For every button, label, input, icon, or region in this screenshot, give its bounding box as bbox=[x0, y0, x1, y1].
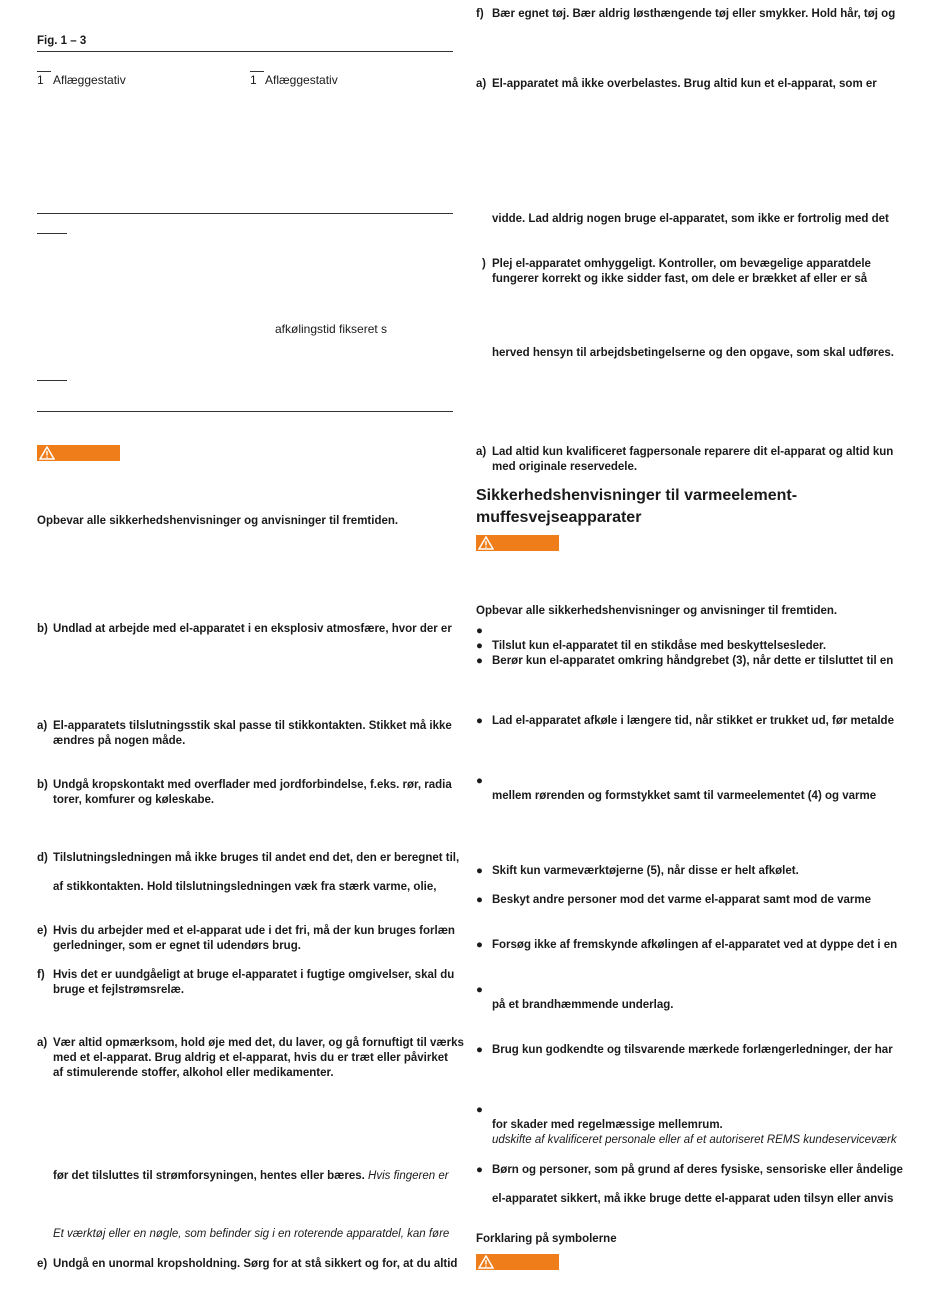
keep-instructions-text: Opbevar alle sikkerhedshenvisninger og anvisninger til fremtiden. bbox=[37, 515, 399, 527]
divider bbox=[37, 380, 67, 381]
warning-banner bbox=[476, 535, 559, 551]
bullet-glyph: ● bbox=[476, 939, 483, 951]
list-item: Plej el-apparatet omhyggeligt. Kontroller, om bevægelige apparatdele fungerer korrekt og ikke sidder fast, om dele er brækket af eller er så bbox=[492, 258, 871, 285]
bullet-glyph: ● bbox=[476, 865, 483, 877]
list-item: Undlad at arbejde med el-apparatet i en eksplosiv atmosfære, hvor der er bbox=[53, 623, 452, 635]
list-item: Tilslutningsledningen må ikke bruges til andet end det, den er beregnet til, bbox=[53, 852, 460, 864]
bullet-item-continuation: el-apparatet sikkert, må ikke bruge dette el-apparat uden tilsyn eller anvis bbox=[492, 1193, 894, 1205]
bullet-glyph: ● bbox=[476, 1164, 483, 1176]
item-marker: f) bbox=[37, 969, 45, 981]
divider bbox=[37, 213, 453, 214]
section-heading: Sikkerhedshenvisninger til varmeelement- muffesvejseapparater bbox=[476, 487, 798, 526]
list-item-continuation: før det tilsluttes til strømforsyningen, hentes eller bæres. Hvis fingeren er bbox=[53, 1170, 449, 1182]
item-marker: a) bbox=[37, 1037, 48, 1049]
bullet-glyph: ● bbox=[476, 1104, 483, 1116]
list-item: Undgå en unormal kropsholdning. Sørg for at stå sikkert og for, at du altid bbox=[53, 1258, 458, 1270]
divider bbox=[37, 411, 453, 412]
divider bbox=[37, 71, 51, 72]
list-item-continuation: Et værktøj eller en nøgle, som befinder sig i en roterende apparatdel, kan føre bbox=[53, 1228, 450, 1240]
symbols-heading: Forklaring på symbolerne bbox=[476, 1233, 617, 1245]
item-marker: a) bbox=[37, 720, 48, 732]
figure-item-number: 1 bbox=[250, 73, 257, 87]
bullet-item-continuation: udskifte af kvalificeret personale eller af et autoriseret REMS kundeserviceværk bbox=[492, 1134, 897, 1146]
bullet-item-continuation: på et brandhæmmende underlag. bbox=[492, 999, 674, 1011]
warning-banner bbox=[476, 1254, 559, 1270]
bullet-glyph: ● bbox=[476, 894, 483, 906]
list-item: Hvis det er uundgåeligt at bruge el-apparatet i fugtige omgivelser, skal du bruge et fejlstrømsrelæ. bbox=[53, 969, 455, 996]
bullet-glyph: ● bbox=[476, 715, 483, 727]
bullet-glyph: ● bbox=[476, 775, 483, 787]
item-marker: b) bbox=[37, 779, 48, 791]
warning-triangle-icon bbox=[478, 1255, 494, 1269]
figure-item-label: Aflæggestativ bbox=[53, 73, 126, 87]
list-item: Vær altid opmærksom, hold øje med det, du laver, og gå fornuftigt til værks med et el-apparat. Brug aldrig et el-apparat, hvis du er træt eller påvirket af stimulerende stoffer, alkohol eller medikamenter. bbox=[53, 1037, 464, 1079]
list-item: Undgå kropskontakt med overflader med jordforbindelse, f.eks. rør, radia torer, komfurer og køleskabe. bbox=[53, 779, 452, 806]
divider bbox=[250, 71, 264, 72]
item-marker: e) bbox=[37, 925, 48, 937]
warning-banner bbox=[37, 445, 120, 461]
item-marker: b) bbox=[37, 623, 48, 635]
bullet-item: Skift kun varmeværktøjerne (5), når disse er helt afkølet. bbox=[492, 865, 799, 877]
list-item-continuation: af stikkontakten. Hold tilslutningsledningen væk fra stærk varme, olie, bbox=[53, 881, 437, 893]
item-marker: a) bbox=[476, 446, 487, 458]
bullet-glyph: ● bbox=[476, 984, 483, 996]
figure-item-number: 1 bbox=[37, 73, 44, 87]
item-marker: f) bbox=[476, 8, 484, 20]
divider bbox=[37, 51, 453, 52]
bullet-item: Forsøg ikke af fremskynde afkølingen af el-apparatet ved at dyppe det i en bbox=[492, 939, 898, 951]
list-item-continuation: vidde. Lad aldrig nogen bruge el-apparatet, som ikke er fortrolig med det bbox=[492, 213, 889, 225]
bullet-item-continuation: mellem rørenden og formstykket samt til varmeelementet (4) og varme bbox=[492, 790, 877, 802]
bullet-item: Brug kun godkendte og tilsvarende mærkede forlængerledninger, der har bbox=[492, 1044, 893, 1056]
warning-triangle-icon bbox=[478, 536, 494, 550]
list-item-continuation: herved hensyn til arbejdsbetingelserne og den opgave, som skal udføres. bbox=[492, 347, 894, 359]
bullet-item: Berør kun el-apparatet omkring håndgrebet (3), når dette er tilsluttet til en bbox=[492, 655, 894, 667]
text-fragment: afkølingstid fikseret s bbox=[275, 322, 388, 336]
item-marker: a) bbox=[476, 78, 487, 90]
list-item: El-apparatet må ikke overbelastes. Brug altid kun et el-apparat, som er bbox=[492, 78, 877, 90]
bullet-item: Beskyt andre personer mod det varme el-apparat samt mod de varme bbox=[492, 894, 872, 906]
keep-instructions-text: Opbevar alle sikkerhedshenvisninger og anvisninger til fremtiden. bbox=[476, 605, 838, 617]
figure-label: Fig. 1 – 3 bbox=[37, 35, 87, 47]
bullet-item: Børn og personer, som på grund af deres fysiske, sensoriske eller åndelige bbox=[492, 1164, 903, 1176]
list-item: Hvis du arbejder med et el-apparat ude i det fri, må der kun bruges forlæn gerledninger, som er egnet til udendørs brug. bbox=[53, 925, 455, 952]
figure-item-label: Aflæggestativ bbox=[265, 73, 338, 87]
list-item: Bær egnet tøj. Bær aldrig løsthængende tøj eller smykker. Hold hår, tøj og bbox=[492, 8, 896, 20]
bullet-glyph: ● bbox=[476, 655, 483, 667]
bullet-glyph: ● bbox=[476, 640, 483, 652]
warning-triangle-icon bbox=[39, 446, 55, 460]
list-item: El-apparatets tilslutningsstik skal passe til stikkontakten. Stikket må ikke ændres på nogen måde. bbox=[53, 720, 452, 747]
bullet-item-continuation: for skader med regelmæssige mellemrum. bbox=[492, 1119, 723, 1131]
divider bbox=[37, 233, 67, 234]
item-marker: ) bbox=[482, 258, 486, 270]
bullet-glyph: ● bbox=[476, 625, 483, 637]
bullet-item: Tilslut kun el-apparatet til en stikdåse med beskyttelsesleder. bbox=[492, 640, 827, 652]
item-marker: d) bbox=[37, 852, 48, 864]
bullet-item: Lad el-apparatet afkøle i længere tid, når stikket er trukket ud, før metalde bbox=[492, 715, 894, 727]
bullet-glyph: ● bbox=[476, 1044, 483, 1056]
list-item: Lad altid kun kvalificeret fagpersonale reparere dit el-apparat og altid kun med originale reservedele. bbox=[492, 446, 894, 473]
item-marker: e) bbox=[37, 1258, 48, 1270]
